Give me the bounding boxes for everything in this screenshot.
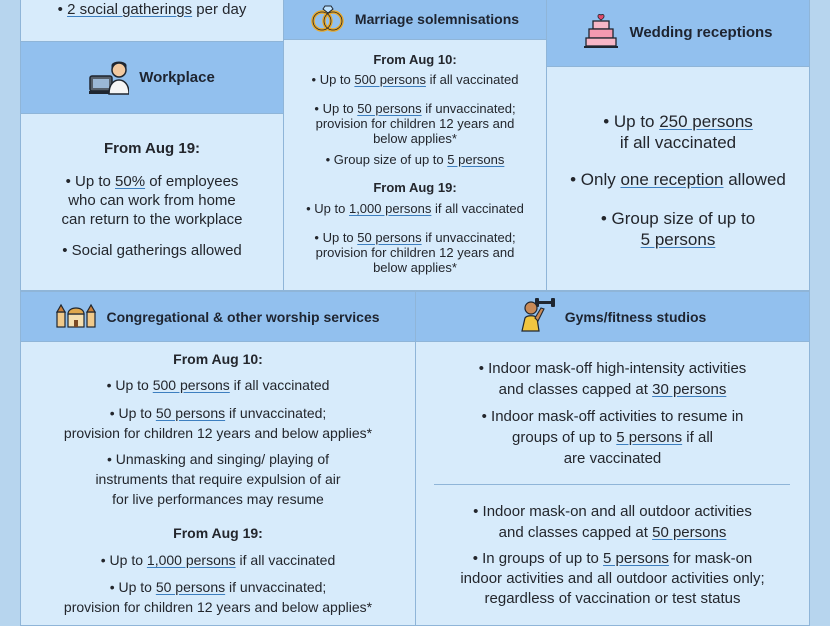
gyms-bullet-mask-on-capped: • Indoor mask-on and all outdoor activities and classes capped at 50 persons (473, 503, 752, 541)
wedding-bullet-one-reception: • Only one reception allowed (570, 170, 786, 189)
worship-bullet-50-aug10: • Up to 50 persons if unvaccinated; provision for children 12 years and below applies* (63, 405, 373, 441)
worship-panel (20, 291, 416, 626)
marriage-date-aug10: From Aug 10: (373, 52, 457, 67)
gyms-bullet-mask-off-groups: • Indoor mask-off activities to resume in groups of up to 5 persons if all are vaccinated (481, 408, 744, 467)
marriage-title: Marriage solemnisations (354, 11, 520, 27)
marriage-bullet-500: • Up to 500 persons if all vaccinated (311, 72, 519, 87)
social-gatherings-text: • 2 social gatherings per day (57, 1, 247, 18)
office-worker-icon (89, 56, 129, 100)
gyms-header (416, 292, 809, 342)
place-of-worship-icon (56, 302, 96, 331)
marriage-bullet-50-aug19: • Up to 50 persons if unvaccinated; provision for children 12 years and below applies* (314, 230, 516, 275)
worship-bullet-1000: • Up to 1,000 persons if all vaccinated (100, 552, 336, 568)
workplace-date: From Aug 19: (103, 140, 201, 157)
worship-title: Congregational & other worship services (106, 308, 380, 325)
social-gatherings-panel (20, 0, 284, 42)
worship-date-aug10: From Aug 10: (173, 351, 263, 367)
marriage-bullet-1000: • Up to 1,000 persons if all vaccinated (306, 201, 524, 216)
wedding-cake-icon (583, 13, 619, 53)
workplace-bullet-social: • Social gatherings allowed (62, 242, 242, 259)
workplace-bullet-employees: • Up to 50% of employees who can work from home can return to the workplace (61, 173, 243, 228)
workplace-title: Workplace (139, 69, 215, 86)
marriage-panel (283, 0, 547, 291)
gyms-panel (415, 291, 810, 626)
wedding-panel (546, 0, 810, 291)
marriage-date-aug19: From Aug 19: (373, 180, 457, 195)
wedding-rings-icon (311, 3, 345, 36)
gyms-bullet-mask-off-high-intensity: • Indoor mask-off high-intensity activities and classes capped at 30 persons (478, 360, 747, 398)
wedding-bullet-group-size: • Group size of up to 5 persons (600, 209, 756, 249)
gyms-bullet-mask-on-groups: • In groups of up to 5 persons for mask-on indoor activities and all outdoor activities only; regardless of vaccination or test status (460, 550, 765, 607)
marriage-bullet-50-aug10: • Up to 50 persons if unvaccinated; provision for children 12 years and below applies* (314, 101, 516, 146)
worship-header (21, 292, 415, 342)
marriage-bullet-group-size: • Group size of up to 5 persons (325, 152, 505, 167)
wedding-bullet-250: • Up to 250 persons if all vaccinated (603, 112, 753, 152)
workplace-panel (20, 41, 284, 291)
worship-date-aug19: From Aug 19: (173, 525, 263, 541)
gyms-title: Gyms/fitness studios (564, 308, 707, 325)
wedding-title: Wedding receptions (629, 24, 773, 41)
workplace-header (21, 42, 283, 114)
marriage-header (284, 0, 546, 40)
gyms-divider (434, 484, 790, 485)
worship-bullet-50-aug19: • Up to 50 persons if unvaccinated; provision for children 12 years and below applies* (63, 579, 373, 615)
dumbbell-lifter-icon (519, 298, 555, 335)
wedding-header (547, 0, 809, 67)
worship-bullet-500: • Up to 500 persons if all vaccinated (106, 377, 330, 393)
worship-bullet-unmasking: • Unmasking and singing/ playing of instruments that require expulsion of air for live performances may resume (95, 451, 341, 507)
